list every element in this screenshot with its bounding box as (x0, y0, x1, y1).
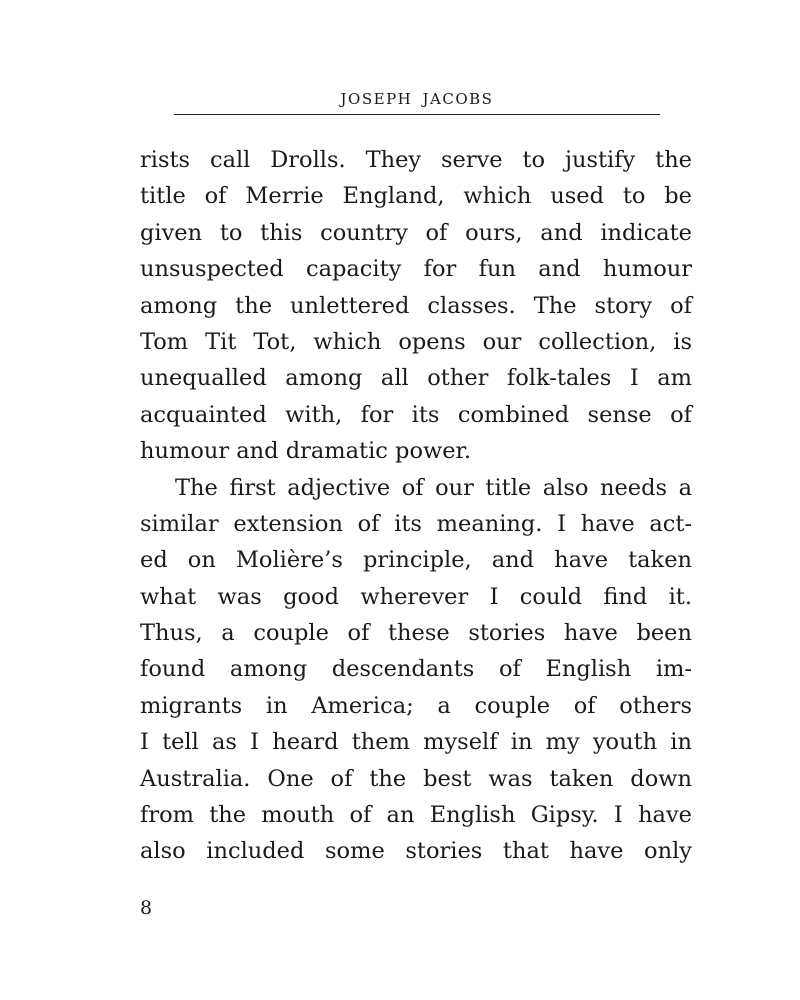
text-line: from the mouth of an English Gipsy. I have (140, 802, 692, 829)
text-line: Thus, a couple of these stories have been (140, 620, 692, 647)
text-line: among the unlettered classes. The story of (140, 292, 692, 319)
text-line: Tom Tit Tot, which opens our collection, is (140, 328, 692, 355)
page-number: 8 (140, 897, 153, 919)
body-text (140, 142, 692, 870)
text-line: unequalled among all other folk-tales I am (140, 365, 692, 392)
text-line: similar extension of its meaning. I have act- (140, 510, 692, 537)
text-line: also included some stories that have only (140, 838, 692, 865)
text-line: unsuspected capacity for fun and humour (140, 256, 692, 283)
paragraph-end-line: humour and dramatic power. (140, 438, 471, 465)
header-rule (174, 114, 660, 115)
text-line: acquainted with, for its combined sense of (140, 401, 692, 428)
text-line: rists call Drolls. They serve to justify the (140, 147, 692, 173)
running-head: JOSEPH JACOBS (340, 90, 494, 108)
text-line: what was good wherever I could find it. (140, 583, 692, 610)
text-line: Australia. One of the best was taken down (140, 765, 692, 792)
text-line: given to this country of ours, and indicate (140, 219, 692, 246)
paragraph-start-line: The first adjective of our title also needs a (175, 474, 692, 501)
text-line: I tell as I heard them myself in my youth in (140, 729, 692, 756)
text-line: migrants in America; a couple of others (140, 692, 692, 719)
text-line: title of Merrie England, which used to be (140, 183, 692, 210)
text-line: found among descendants of English im- (140, 656, 692, 683)
text-line: ed on Molière’s principle, and have taken (140, 547, 692, 574)
